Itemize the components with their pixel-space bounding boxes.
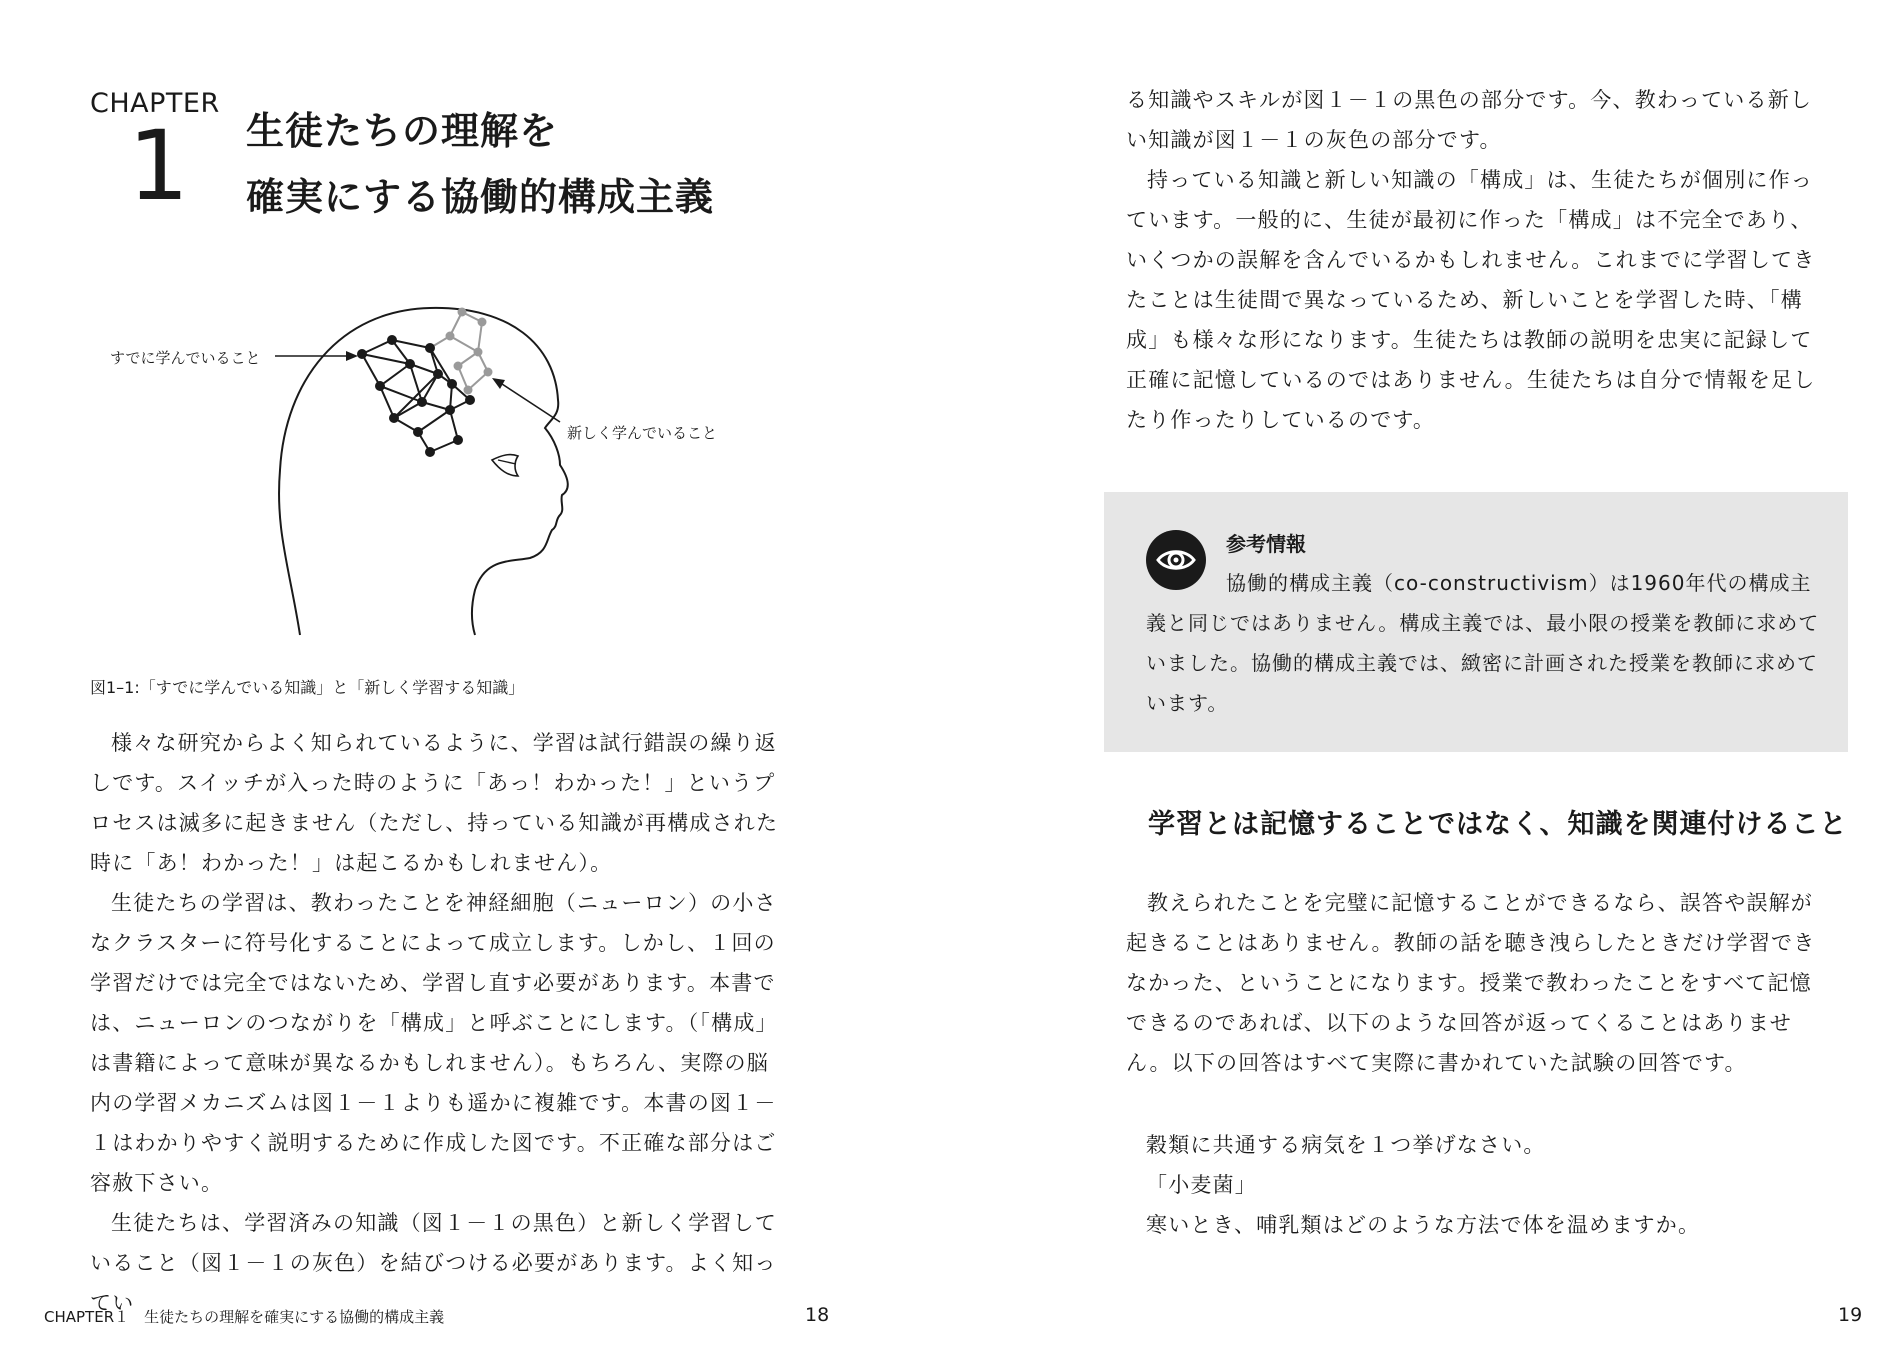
left-paragraph-3: 生徒たちは、学習済みの知識（図１－１の黒色）と新しく学習していること（図１－１の灰色）を結びつける必要があります。よく知ってい (90, 1211, 777, 1315)
chapter-title-line1: 生徒たちの理解を (246, 109, 559, 153)
left-body-text (90, 723, 790, 1323)
eye-shape (492, 455, 518, 476)
reference-title: 参考情報 (1226, 532, 1306, 556)
head-outline (279, 308, 568, 635)
known-knowledge-network (358, 336, 474, 456)
page-number-left: 18 (805, 1304, 830, 1326)
chapter-word: CHAPTER (90, 88, 220, 119)
arrow-new (502, 384, 560, 422)
chapter-number: 1 (128, 110, 190, 222)
section-body (1126, 883, 1826, 1083)
right-body-text (1126, 80, 1826, 440)
quiz-item: 穀類に共通する病気を１つ挙げなさい。 (1146, 1133, 1546, 1157)
section-paragraph: 教えられたことを完璧に記憶することができるなら、誤答や誤解が起きることはありません。教師の話を聴き洩らしたときだけ学習できなかった、ということになります。授業で教わったことをすべて記憶できるのであれば、以下のような回答が返ってくることはありません。以下の回答はすべて実際に書かれていた試験の回答です。 (1126, 891, 1816, 1075)
label-known: すでに学んでいること (110, 349, 261, 367)
left-paragraph-2: 生徒たちの学習は、教わったことを神経細胞（ニューロン）の小さなクラスターに符号化することによって成立します。しかし、１回の学習だけでは完全ではないため、学習し直す必要があります。本書では、ニューロンのつながりを「構成」と呼ぶことにします。（「構成」は書籍によって意味が異なるかもしれません）。もちろん、実際の脳内の学習メカニズムは図１－１よりも遥かに複雑です。本書の図１－１はわかりやすく説明するために作成した図です。不正確な部分はご容赦下さい。 (90, 891, 778, 1195)
figure-caption: 図1–1:「すでに学んでいる知識」と「新しく学習する知識」 (90, 678, 525, 697)
right-paragraph-1: る知識やスキルが図１－１の黒色の部分です。今、教わっている新しい知識が図１－１の灰色の部分です。 (1126, 88, 1813, 152)
quiz-item: 「小麦菌」 (1146, 1173, 1257, 1197)
right-paragraph-2: 持っている知識と新しい知識の「構成」は、生徒たちが個別に作っています。一般的に、生徒が最初に作った「構成」は不完全であり、いくつかの誤解を含んでいるかもしれません。これまでに学習してきたことは生徒間で異なっているため、新しいことを学習した時、「構成」も様々な形になります。生徒たちは教師の説明を忠実に記録して正確に記憶しているのではありません。生徒たちは自分で情報を足したり作ったりしているのです。 (1126, 168, 1816, 432)
new-knowledge-network (430, 309, 492, 394)
section-heading: 学習とは記憶することではなく、知識を関連付けること (1148, 809, 1848, 840)
running-head: CHAPTER１ 生徒たちの理解を確実にする協働的構成主義 (44, 1308, 445, 1326)
label-new: 新しく学んでいること (567, 424, 718, 442)
head-diagram (90, 290, 750, 650)
chapter-title-line2: 確実にする協働的構成主義 (246, 175, 715, 219)
left-paragraph-1: 様々な研究からよく知られているように、学習は試行錯誤の繰り返しです。スイッチが入った時のように「あっ！わかった！」というプロセスは滅多に起きません（ただし、持っている知識が再構成された時に「あ！わかった！」は起こるかもしれません）。 (90, 731, 779, 875)
quiz-list (1146, 1125, 1846, 1245)
head-diagram-svg (90, 290, 750, 650)
reference-paragraph: 協働的構成主義（co-constructivism）は1960年代の構成主義と同じではありません。構成主義では、最小限の授業を教師に求めていました。協働的構成主義では、緻密に計画された授業を教師に求めています。 (1146, 571, 1820, 715)
page-number-right: 19 (1838, 1304, 1863, 1326)
quiz-item: 寒いとき、哺乳類はどのような方法で体を温めますか。 (1146, 1213, 1701, 1237)
reference-text (1146, 563, 1826, 723)
